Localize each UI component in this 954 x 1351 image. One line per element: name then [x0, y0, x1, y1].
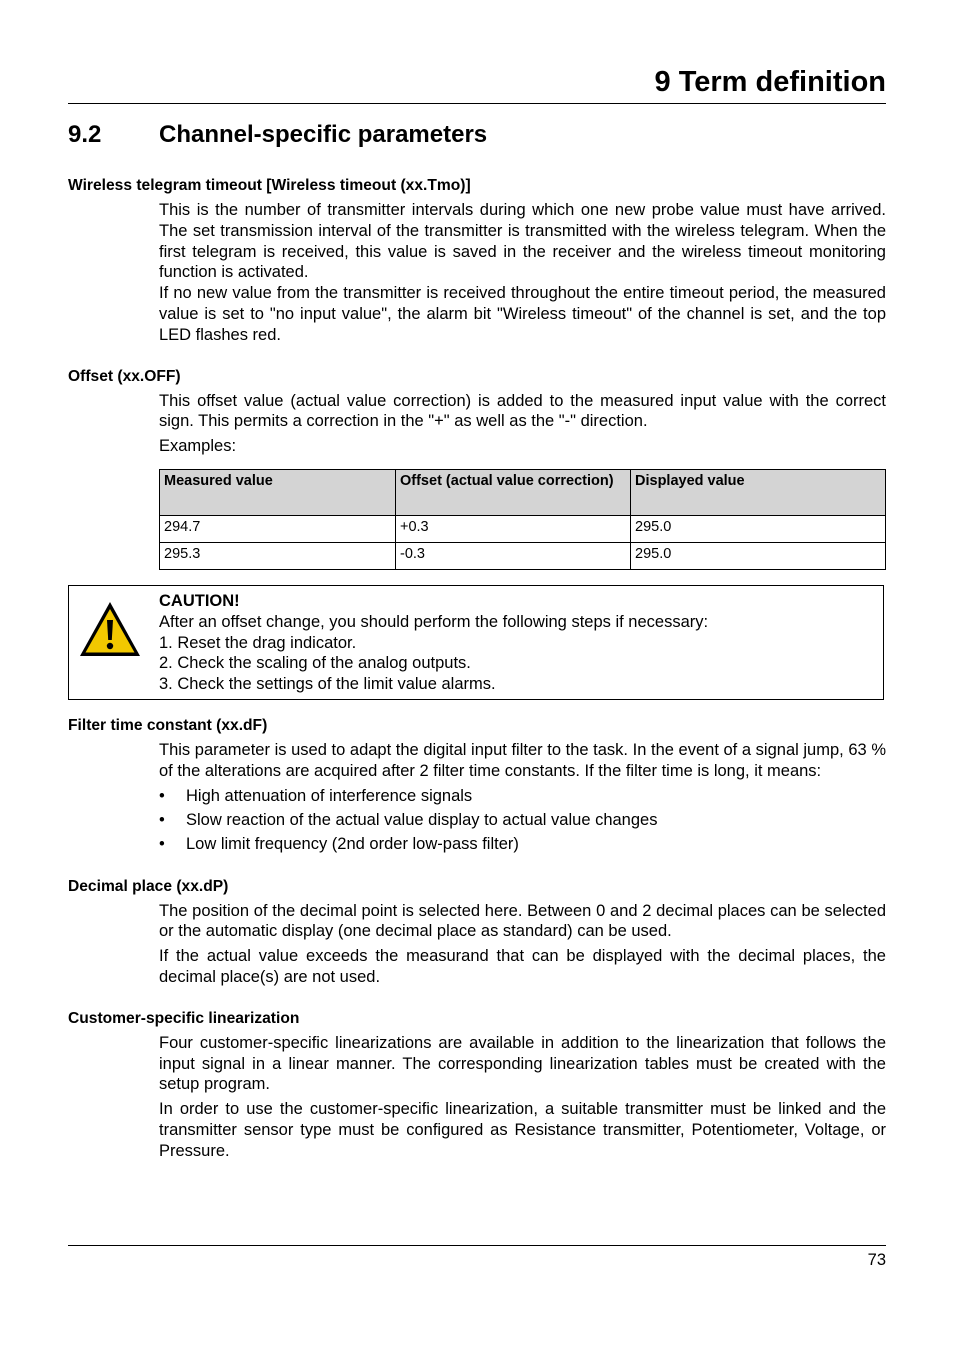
bullet-marker: • — [159, 834, 165, 853]
column-header: Measured value — [160, 469, 396, 515]
wireless-timeout-paragraph-1: This is the number of transmitter intervals during which one new probe value must have arrived. The set transmission interval of the transmitter is transmitted with the wireless telegram. When the first telegram is received, this value is saved in the receiver and the wireless timeout monitoring function is activated. — [159, 201, 886, 282]
filter-heading: Filter time constant (xx.dF) — [68, 716, 268, 734]
chapter-title: 9 Term definition — [654, 66, 886, 98]
examples-label: Examples: — [159, 437, 237, 456]
section-title: Channel-specific parameters — [159, 121, 488, 148]
wireless-timeout-section — [68, 176, 886, 346]
offset-examples-table — [159, 469, 886, 570]
linearization-paragraph-2: In order to use the customer-specific linearization, a suitable transmitter must be linked and the transmitter sensor type must be configured as Resistance transmitter, Potentiometer, Voltage, or Pressure. — [159, 1100, 886, 1160]
list-item-text: Slow reaction of the actual value display to actual value changes — [186, 810, 658, 829]
table-cell: -0.3 — [396, 542, 631, 569]
page-number: 73 — [867, 1251, 886, 1269]
decimal-heading: Decimal place (xx.dP) — [68, 877, 229, 895]
column-header: Offset (actual value correction) — [396, 469, 631, 515]
filter-section — [68, 716, 886, 856]
table-row — [160, 515, 886, 542]
section-number: 9.2 — [68, 121, 102, 148]
linearization-section — [68, 1009, 886, 1162]
decimal-section — [68, 877, 886, 988]
list-item-text: High attenuation of interference signals — [186, 786, 473, 805]
table-cell: 295.0 — [631, 542, 886, 569]
filter-bullet-list — [159, 784, 886, 856]
offset-paragraph: This offset value (actual value correction) is added to the measured input value with the correct sign. This permits a correction in the "+" as well as the "-" direction. — [159, 391, 886, 431]
list-item-text: Low limit frequency (2nd order low-pass filter) — [186, 834, 519, 853]
table-cell: 295.3 — [160, 542, 396, 569]
table-cell: 294.7 — [160, 515, 396, 542]
caution-title: CAUTION! — [159, 591, 240, 610]
caution-step: 2. Check the scaling of the analog outputs. — [159, 654, 471, 673]
list-item — [159, 832, 886, 856]
caution-text — [159, 591, 708, 695]
caution-step: 1. Reset the drag indicator. — [159, 633, 357, 652]
linearization-paragraph-1: Four customer-specific linearizations are available in addition to the linearization that follows the input signal in a linear manner. The corresponding linearization tables must be created with the setup program. — [159, 1033, 886, 1094]
caution-intro: After an offset change, you should perform the following steps if necessary: — [159, 612, 709, 631]
list-item — [159, 808, 886, 832]
table-row — [160, 542, 886, 569]
bullet-marker: • — [159, 786, 165, 805]
footer-rule — [68, 1245, 886, 1246]
decimal-paragraph-1: The position of the decimal point is selected here. Between 0 and 2 decimal places can be selected or the automatic display (one decimal place as standard) can be used. — [159, 901, 886, 941]
warning-triangle-icon — [78, 600, 142, 658]
offset-heading: Offset (xx.OFF) — [68, 367, 181, 385]
filter-paragraph: This parameter is used to adapt the digital input filter to the task. In the event of a signal jump, 63 % of the alterations are acquired after 2 filter time constants. If the filter time is long, it means: — [159, 740, 886, 780]
section-heading — [68, 121, 487, 149]
linearization-heading: Customer-specific linearization — [68, 1009, 300, 1027]
page-content — [68, 176, 886, 1162]
table-header-row — [160, 469, 886, 515]
caution-box — [68, 585, 884, 700]
offset-section — [68, 367, 886, 570]
wireless-timeout-paragraph-2: If no new value from the transmitter is received throughout the entire timeout period, the measured value is set to "no input value", the alarm bit "Wireless timeout" of the channel is set, and the top LED flashes red. — [159, 284, 886, 344]
header-rule — [68, 103, 886, 104]
wireless-timeout-heading: Wireless telegram timeout [Wireless timeout (xx.Tmo)] — [68, 177, 471, 194]
column-header: Displayed value — [631, 469, 886, 515]
table-cell: +0.3 — [396, 515, 631, 542]
list-item — [159, 784, 886, 808]
decimal-paragraph-2: If the actual value exceeds the measurand that can be displayed with the decimal places, the decimal place(s) are not used. — [159, 947, 886, 986]
caution-step: 3. Check the settings of the limit value alarms. — [159, 675, 496, 694]
table-cell: 295.0 — [631, 515, 886, 542]
bullet-marker: • — [159, 810, 165, 829]
